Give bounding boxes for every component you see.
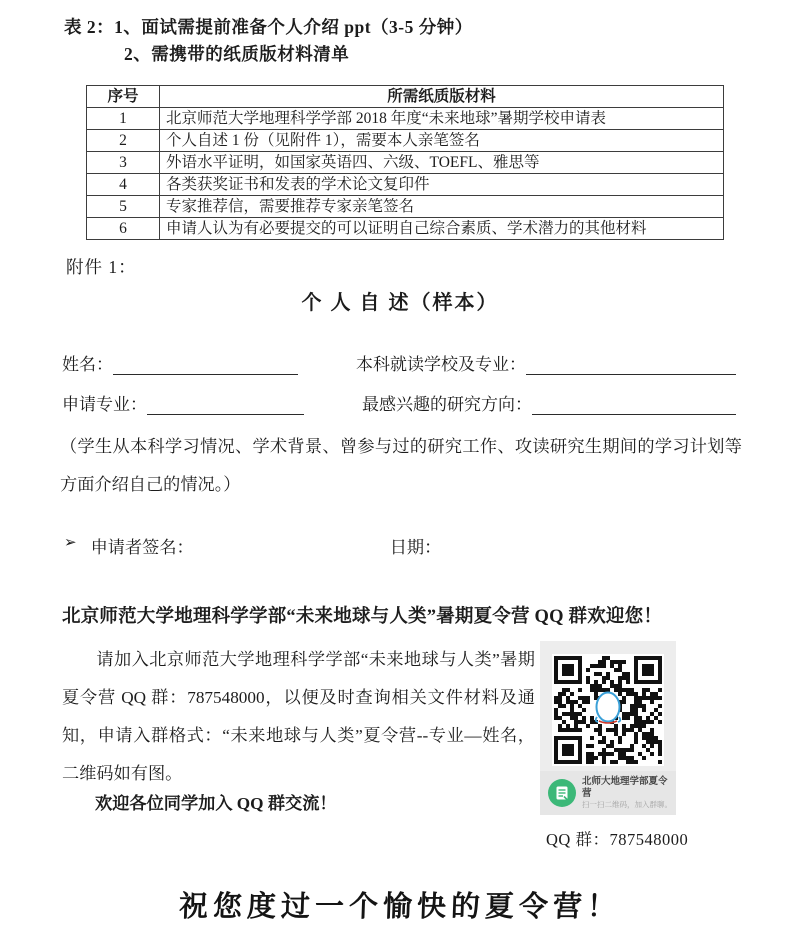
row-text: 个人自述 1 份（见附件 1），需要本人亲笔签名 (160, 130, 724, 152)
materials-table-wrap (86, 85, 724, 240)
qr-code-box (552, 654, 664, 766)
school-label: 本科就读学校及专业： (356, 355, 526, 374)
table-row (87, 152, 724, 174)
name-label: 姓名： (62, 355, 113, 374)
form-row-2 (62, 390, 736, 415)
table-row (87, 174, 724, 196)
qr-caption-title: 北师大地理学部夏令营 (582, 776, 668, 799)
qq-qr-card (540, 641, 676, 815)
intro-line-2: 2、需携带的纸质版材料清单 (124, 44, 350, 64)
row-text: 专家推荐信，需要推荐专家亲笔签名 (160, 196, 724, 218)
col-header-no: 序号 (87, 86, 160, 108)
arrow-bullet-icon: ➢ (64, 535, 77, 551)
group-doc-icon (548, 779, 576, 807)
row-no: 2 (87, 130, 160, 152)
signature-label: 申请者签名： (90, 538, 194, 557)
major-label: 申请专业： (62, 395, 147, 414)
interest-fill-line (532, 395, 736, 415)
major-fill-line (147, 395, 304, 415)
row-no: 5 (87, 196, 160, 218)
row-no: 6 (87, 218, 160, 240)
qq-group-heading: 北京师范大学地理科学学部“未来地球与人类”暑期夏令营 QQ 群欢迎您！ (62, 607, 663, 627)
col-header-materials: 所需纸质版材料 (160, 86, 724, 108)
footer-wish: 祝您度过一个愉快的夏令营！ (178, 889, 622, 923)
row-text: 申请人认为有必要提交的可以证明自己综合素质、学术潜力的其他材料 (160, 218, 724, 240)
intro-line-1: 表 2：1、面试需提前准备个人介绍 ppt（3-5 分钟） (64, 17, 473, 37)
row-text: 北京师范大学地理科学学部 2018 年度“未来地球”暑期学校申请表 (160, 108, 724, 130)
qr-caption-subtitle: 扫一扫二维码，加入群聊。 (582, 800, 672, 809)
form-row-1 (62, 350, 736, 375)
qq-penguin-icon (593, 690, 623, 728)
row-no: 1 (87, 108, 160, 130)
interest-label: 最感兴趣的研究方向： (362, 395, 532, 414)
qr-caption-bar (540, 771, 676, 815)
signature-row (64, 533, 736, 558)
school-fill-line (526, 355, 736, 375)
statement-instructions: （学生从本科学习情况、学术背景、曾参与过的研究工作、攻读研究生期间的学习计划等方面介绍自己的情况。） (60, 437, 742, 494)
table-row (87, 218, 724, 240)
row-text: 各类获奖证书和发表的学术论文复印件 (160, 174, 724, 196)
table-header-row (87, 86, 724, 108)
materials-table (86, 85, 724, 240)
qq-welcome-line: 欢迎各位同学加入 QQ 群交流！ (95, 794, 337, 813)
row-text: 外语水平证明，如国家英语四、六级、TOEFL、雅思等 (160, 152, 724, 174)
table-row (87, 196, 724, 218)
table-row (87, 130, 724, 152)
date-label: 日期： (389, 538, 442, 557)
personal-statement-title: 个 人 自 述（样本） (301, 292, 499, 314)
row-no: 3 (87, 152, 160, 174)
qq-group-body: 请加入北京师范大学地理科学学部“未来地球与人类”暑期夏令营 QQ 群：787548000，以便及时查询相关文件材料及通知，申请入群格式：“未来地球与人类”夏令营--专业—姓名，二维码如有图。 (62, 650, 535, 783)
row-no: 4 (87, 174, 160, 196)
qr-caption-text (582, 776, 676, 810)
name-fill-line (113, 355, 298, 375)
table-row (87, 108, 724, 130)
qq-group-number: QQ 群：787548000 (546, 830, 689, 849)
attachment-label: 附件 1： (66, 257, 137, 277)
